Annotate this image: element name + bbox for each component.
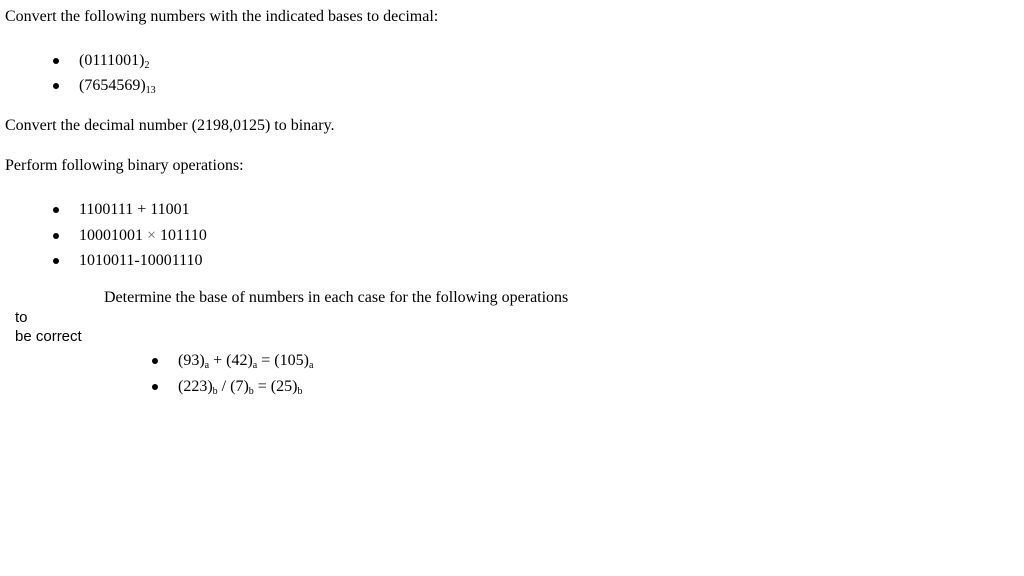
operator: = [257,352,275,369]
operator-times: × [147,227,157,244]
operand-b: 101110 [160,227,207,244]
bullet-icon [53,58,59,64]
base-subscript: b [212,386,218,397]
bullet-icon [53,207,59,213]
term: (25) [270,378,298,395]
section4-continuation-correct: be correct [15,328,82,345]
base-subscript: a [252,360,258,371]
operand-b: 10001110 [139,252,203,269]
term: (223) [178,378,213,395]
base-subscript: 2 [144,60,150,71]
term: (93) [178,352,205,369]
list-item-subtraction [79,253,203,269]
base-subscript: b [297,386,303,397]
term: (42) [226,352,253,369]
base-subscript: b [248,386,254,397]
equation-base-a [178,353,313,369]
list-item-multiplication [79,228,207,244]
operand-a: 1100111 [79,201,134,218]
operand-a: 10001001 [79,227,143,244]
section4-continuation-to: to [15,309,28,326]
section1-heading: Convert the following numbers with the indicated bases to decimal: [5,8,439,25]
bullet-icon [152,358,158,364]
operator: / [217,378,231,395]
equation-base-b [178,379,302,395]
list-item-base13 [79,78,156,94]
base-subscript: a [308,360,314,371]
base-subscript: 13 [145,85,156,96]
term: (7) [230,378,249,395]
operand-b: 11001 [150,201,190,218]
list-item-addition [79,202,190,218]
bullet-icon [53,258,59,264]
section3-heading: Perform following binary operations: [5,157,244,174]
list-item-base2 [79,53,149,69]
base-subscript: a [204,360,210,371]
number-value: (7654569) [79,77,146,94]
term: (105) [274,352,309,369]
operand-a: 1010011 [79,252,135,269]
operator-plus: + [137,201,147,218]
bullet-icon [152,384,158,390]
bullet-icon [53,233,59,239]
section4-heading: Determine the base of numbers in each case for the following operations [104,289,569,306]
operator: = [253,378,271,395]
operator-minus: - [134,252,140,269]
section2-text: Convert the decimal number (2198,0125) to binary. [5,117,335,134]
operator: + [209,352,227,369]
number-value: (0111001) [79,52,145,69]
bullet-icon [53,83,59,89]
